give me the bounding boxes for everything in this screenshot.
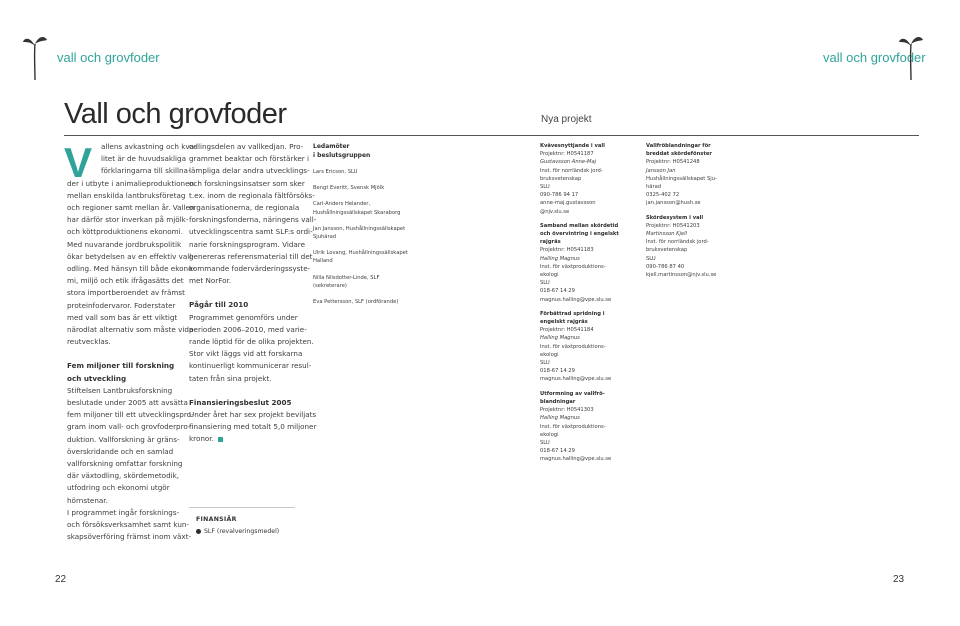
project-title: rajgräs: [540, 239, 561, 246]
project-contact-line: SLU: [540, 280, 550, 287]
subheading: Finansieringsbeslut 2005: [189, 397, 292, 407]
project-contact-line: bruksvetenskap: [540, 175, 582, 182]
text-line: beslutade under 2005 att avsätta: [67, 398, 188, 408]
text-line: överskridande och en samlad: [67, 446, 174, 456]
subheading: och utveckling: [67, 373, 127, 383]
project-title: Förbättrad spridning i: [540, 310, 605, 317]
text-line: allens avkastning och kva-: [101, 142, 197, 151]
project-title: blandningar: [540, 398, 576, 405]
project-contact-line: magnus.halling@vpe.slu.se: [540, 296, 612, 303]
board-member: [313, 274, 408, 290]
text-line: stora importberoendet av främst: [67, 288, 185, 298]
project-leader: Halling Magnus: [540, 335, 580, 342]
board-members-box: [313, 142, 408, 306]
text-line: perioden 2006–2010, med varie-: [189, 324, 307, 334]
project-contact-line: jan.jansson@hush.se: [646, 200, 701, 207]
section-kicker: Nya projekt: [541, 114, 592, 125]
project-contact-line: 090-786 87 40: [646, 263, 685, 270]
project-contact-line: Inst. för norrländsk jord-: [540, 167, 603, 174]
financier-title: FINANSIÄR: [196, 516, 237, 523]
text-line: med vall som bas är ett viktigt: [67, 312, 178, 322]
text-line: taten från sina projekt.: [189, 373, 272, 383]
board-member-line: Bengt Everitt, Svensk Mjölk: [313, 185, 385, 192]
project-contact-line: 090-786 94 17: [540, 192, 579, 199]
text-line: där växtodling, skördemetodik,: [67, 471, 180, 481]
board-member: [313, 168, 408, 176]
text-line: rande löptid för de olika projekten.: [189, 337, 314, 347]
page-number-left: 22: [55, 574, 67, 585]
text-line: fem miljoner till ett utvecklingspro-: [67, 410, 194, 420]
text-line: Stiftelsen Lantbruksforskning: [67, 385, 173, 395]
text-line: odling. Med hänsyn till både ekono-: [67, 264, 196, 274]
board-member-line: Lars Ericson, SLU: [313, 169, 358, 175]
body-column-2: [189, 141, 316, 446]
board-member-line: Eva Pettersson, SLF (ordförande): [313, 299, 399, 306]
board-title: Ledamöter: [313, 143, 350, 150]
project-number: Projektnr: H0541203: [646, 222, 700, 229]
text-line: grammet beaktar och förstärker i: [189, 154, 310, 164]
text-line: organisationerna, de regionala: [189, 203, 300, 213]
board-title: i beslutsgruppen: [313, 152, 371, 159]
text-line: odlingsdelen av vallkedjan. Pro-: [189, 142, 304, 151]
text-line: litet är de huvudsakliga: [101, 154, 187, 164]
project-contact-line: 018-67 14 29: [540, 368, 575, 375]
text-line: forskningsfonderna, näringens vall-: [189, 215, 317, 225]
project-title: breddat skördefönster: [646, 151, 712, 158]
project-contact-line: SLU: [540, 439, 550, 446]
text-line: utvecklingscentra samt SLF:s ordi-: [189, 227, 313, 237]
project-entry: [540, 390, 619, 464]
project-contact-line: SLU: [540, 360, 550, 367]
text-line: reutvecklas.: [67, 337, 111, 347]
text-line: met NorFor.: [189, 276, 232, 286]
text-line: Programmet genomförs under: [189, 312, 298, 322]
projects-column-1: [540, 142, 619, 464]
text-line: och köttproduktionens ekonomi.: [67, 227, 183, 237]
text-line: Stor vikt läggs vid att forskarna: [189, 349, 303, 359]
text-line: ökar betydelsen av en effektiv vall-: [67, 251, 194, 261]
project-title: Vallfröblandningar för: [646, 143, 711, 149]
drop-cap: V: [64, 139, 93, 186]
board-member: [313, 298, 408, 306]
project-entry: [540, 310, 619, 384]
project-title: Samband mellan skördetid: [540, 222, 619, 229]
project-contact-line: 018-67 14 29: [540, 448, 575, 455]
board-member: [313, 225, 408, 241]
text-line: Under året har sex projekt beviljats: [189, 410, 317, 420]
text-line: kontinuerligt kommunicerar resul-: [189, 361, 312, 371]
text-line: och regioner samt mellan år. Vallen: [67, 203, 195, 213]
project-title: Kvävesnyttjande i vall: [540, 143, 605, 149]
text-line: der i utbyte i animalieproduktionen: [67, 178, 195, 188]
board-member-line: Hushållningssällskapet Skaraborg: [313, 209, 401, 216]
subheading: Pågår till 2010: [189, 300, 249, 310]
text-line: har därför stor inverkan på mjölk-: [67, 215, 189, 225]
project-contact-line: Inst. för växtproduktions-: [540, 423, 606, 430]
text-line: Med nuvarande jordbrukspolitik: [67, 239, 182, 249]
project-leader: Halling Magnus: [540, 415, 580, 422]
page-number-right: 23: [893, 574, 905, 585]
running-header-right: vall och grovfoder: [823, 50, 926, 65]
text-line: och försöksverksamhet samt kun-: [67, 520, 190, 530]
project-contact-line: Hushållningssällskapet Sju-: [646, 175, 717, 182]
board-member-line: Ulrik Lovang, Hushållningssällskapet: [313, 250, 408, 257]
project-contact-line: SLU: [540, 184, 550, 191]
project-title: engelskt rajgräs: [540, 319, 588, 326]
text-line: utfodring och ekonomi utgör: [67, 483, 170, 493]
board-member-line: Jan Jansson, Hushållningssällskapet: [313, 225, 406, 232]
project-contact-line: härad: [646, 184, 662, 191]
project-number: Projektnr: H0541184: [540, 327, 594, 334]
projects-column-2: [646, 142, 717, 279]
project-contact-line: SLU: [646, 255, 656, 262]
text-line: finansiering med totalt 5,0 miljoner: [189, 422, 317, 432]
sprout-logo-icon: [898, 32, 924, 82]
project-leader: Gustavsson Anne-Maj: [540, 159, 597, 166]
text-line: närodlat alternativ som måste vida-: [67, 325, 196, 335]
project-contact-line: ekologi: [540, 351, 559, 358]
project-entry: [540, 222, 619, 304]
board-member: [313, 200, 408, 216]
project-contact-line: Inst. för norrländsk jord-: [646, 239, 709, 246]
project-entry: [646, 142, 717, 208]
project-contact-line: kjell.martinsson@njv.slu.se: [646, 272, 717, 279]
project-contact-line: magnus.halling@vpe.slu.se: [540, 456, 612, 463]
text-line: duktion. Vallforskning är gräns-: [67, 434, 180, 444]
project-contact-line: ekologi: [540, 431, 559, 438]
text-line: t.ex. inom de regionala fältförsöks-: [189, 190, 315, 200]
project-number: Projektnr: H0541187: [540, 151, 594, 158]
project-number: Projektnr: H0541248: [646, 159, 700, 166]
body-column-1: [67, 141, 197, 544]
text-line: genereras referensmaterial till det: [189, 251, 313, 261]
project-title: Utformning av vallfrö-: [540, 390, 605, 397]
text-line: narie forskningsprogram. Vidare: [189, 239, 306, 249]
text-line: förklaringarna till skillna-: [101, 166, 191, 176]
project-contact-line: @njv.slu.se: [540, 208, 570, 215]
text-line: I programmet ingår forsknings-: [67, 507, 180, 517]
text-line: kommande fodervärderingssyste-: [189, 264, 311, 274]
project-contact-line: magnus.halling@vpe.slu.se: [540, 376, 612, 383]
text-line: och forskningsinsatser som sker: [189, 178, 305, 188]
text-line: mi, miljö och etik ifrågasätts det: [67, 276, 184, 286]
project-number: Projektnr: H0541303: [540, 407, 594, 414]
project-number: Projektnr: H0541183: [540, 247, 594, 254]
board-member-line: Halland: [313, 258, 333, 265]
project-leader: Halling Magnus: [540, 255, 580, 262]
project-leader: Martinsson Kjell: [646, 231, 687, 238]
subheading: Fem miljoner till forskning: [67, 361, 175, 371]
project-leader: Jansson Jan: [646, 167, 676, 174]
project-contact-line: anne-maj.gustavsson: [540, 200, 596, 207]
text-line: kronor.: [189, 433, 316, 445]
project-contact-line: ekologi: [540, 272, 559, 279]
title-rule: [64, 135, 919, 136]
project-title: Skördesystem i vall: [646, 214, 704, 221]
project-entry: [540, 142, 619, 216]
page-title: Vall och grovfoder: [64, 98, 287, 130]
project-contact-line: bruksvetenskap: [646, 247, 688, 254]
financier-item: SLF (revalveringsmedel): [196, 528, 279, 535]
board-member-line: Carl-Anders Helander,: [313, 201, 371, 208]
board-member: [313, 184, 408, 192]
board-member-line: Sjuhärad: [313, 234, 337, 241]
project-title: och övervintring i engelskt: [540, 231, 619, 238]
sprout-logo-icon: [22, 32, 48, 82]
bullet-icon: [196, 529, 201, 534]
project-contact-line: Inst. för växtproduktions-: [540, 343, 606, 350]
text-line: proteinfodervaror. Foderstater: [67, 300, 176, 310]
project-entry: [646, 214, 717, 280]
text-line: gram inom vall- och grovfoderpro-: [67, 422, 191, 432]
text-line: mellan enskilda lantbruksföretag: [67, 190, 186, 200]
board-member-line: (sekreterare): [313, 282, 347, 289]
text-line: lämpliga delar andra utvecklings-: [189, 166, 310, 176]
text-line: vallforskning omfattar forskning: [67, 459, 183, 469]
end-mark-icon: [218, 437, 223, 442]
text-line: skapsöverföring främst inom växt-: [67, 532, 192, 542]
board-member: [313, 249, 408, 265]
running-header-left: vall och grovfoder: [57, 50, 160, 65]
project-contact-line: Inst. för växtproduktions-: [540, 263, 606, 270]
project-contact-line: 0325-402 72: [646, 192, 680, 199]
board-member-line: Nilla Nilsdotter-Linde, SLF: [313, 274, 380, 281]
text-line: hörnstenar.: [67, 495, 108, 505]
project-contact-line: 018-67 14 29: [540, 288, 575, 295]
